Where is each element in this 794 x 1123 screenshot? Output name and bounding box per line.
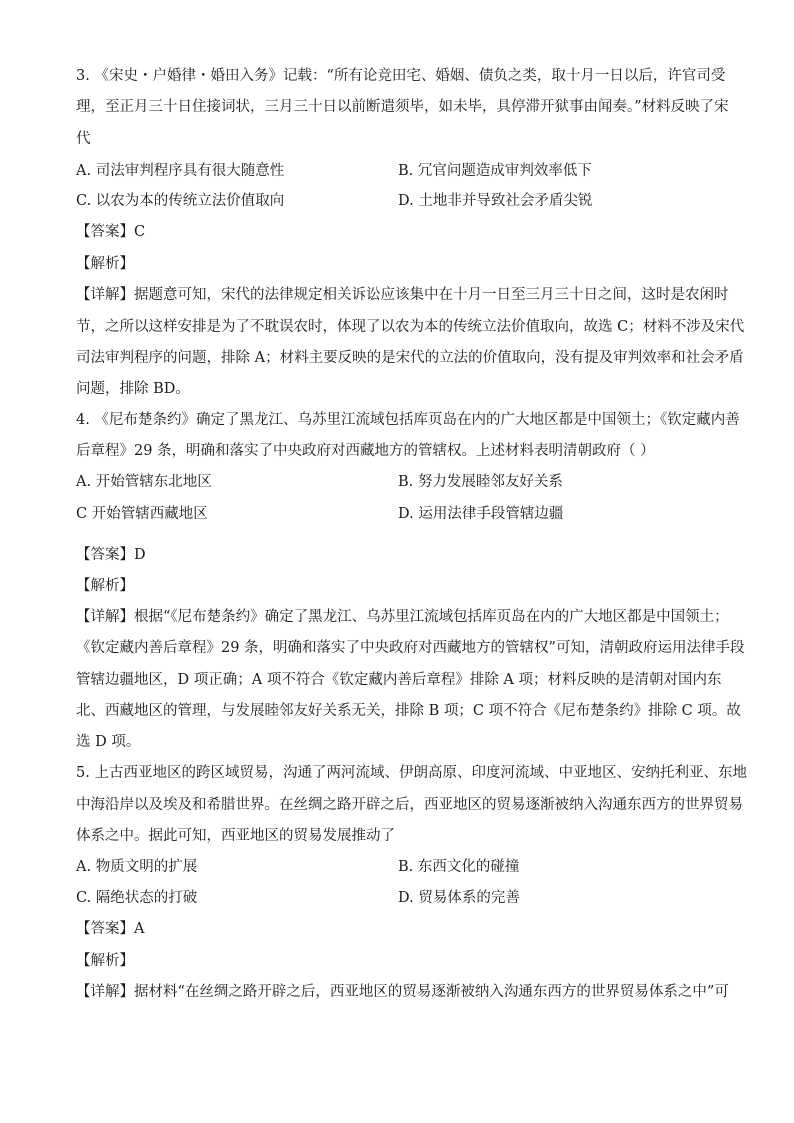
question-4-detail-line-5: 选 D 项。 [76,734,141,750]
question-5-stem-line-2: 中海沿岸以及埃及和希腊世界。在丝绸之路开辟之后，西亚地区的贸易逐渐被纳入沟通东西方的世界贸易 [76,797,743,813]
question-4-detail-line-4: 北、西藏地区的管理，与发展睦邻友好关系无关，排除 B 项；C 项不符合《尼布楚条约》排除 C 项。故 [76,703,741,719]
question-3-analysis-label: 【解析】 [76,256,134,272]
question-4-stem-line-1: 4. 《尼布楚条约》确定了黑龙江、乌苏里江流域包括库页岛在内的广大地区都是中国领土；《钦定藏内善 [76,412,740,428]
question-3-stem-line-2: 理，至正月三十日住接词状，三月三十日以前断遣须毕，如未毕，具停滞开狱事由闻奏。”材料反映了宋 [76,99,729,115]
question-3-stem-line-3: 代 [76,131,91,147]
question-4-option-c: C 开始管辖西藏地区 [76,506,208,522]
question-4-detail-line-2: 《钦定藏内善后章程》29 条，明确和落实了中央政府对西藏地方的管辖权”可知，清朝政府运用法律手段 [76,640,745,656]
question-3-answer: 【答案】C [76,224,146,240]
question-3-detail-line-1: 【详解】据题意可知，宋代的法律规定相关诉讼应该集中在十月一日至三月三十日之间，这时是农闲时 [76,287,729,303]
question-3-option-d: D. 土地非并导致社会矛盾尖锐 [398,193,593,209]
question-5-option-d: D. 贸易体系的完善 [398,890,520,906]
question-3-option-c: C. 以农为本的传统立法价值取向 [76,193,285,209]
question-3-detail-line-2: 节，之所以这样安排是为了不耽误农时，体现了以农为本的传统立法价值取向，故选 C；材料不涉及宋代 [76,319,745,335]
question-5-option-c: C. 隔绝状态的打破 [76,890,198,906]
question-4-detail-line-1: 【详解】根据“《尼布楚条约》确定了黑龙江、乌苏里江流域包括库页岛在内的广大地区都是中国领土； [76,609,729,625]
question-5-stem-line-3: 体系之中。据此可知，西亚地区的贸易发展推动了 [76,828,395,844]
question-4-detail-line-3: 管辖边疆地区，D 项正确；A 项不符合《钦定藏内善后章程》排除 A 项；材料反映的是清朝对国内东 [76,672,722,688]
question-4-option-d: D. 运用法律手段管辖边疆 [398,506,564,522]
question-3-option-b: B. 冗官问题造成审判效率低下 [398,163,592,179]
question-4-analysis-label: 【解析】 [76,578,134,594]
question-4-answer: 【答案】D [76,547,146,563]
question-4-option-a: A. 开始管辖东北地区 [76,474,212,490]
question-5-analysis-label: 【解析】 [76,953,134,969]
question-5-answer: 【答案】A [76,921,145,937]
question-4-stem-line-2: 后章程》29 条，明确和落实了中央政府对西藏地方的管辖权。上述材料表明清朝政府（ ） [76,443,655,459]
question-3-detail-line-4: 问题，排除 BD。 [76,381,190,397]
question-3-stem-line-1: 3. 《宋史・户婚律・婚田入务》记载：“所有论竞田宅、婚姻、债负之类，取十月一日以后，许官司受 [76,68,726,84]
question-5-option-a: A. 物质文明的扩展 [76,859,198,875]
question-5-stem-line-1: 5. 上古西亚地区的跨区域贸易，沟通了两河流域、伊朗高原、印度河流域、中亚地区、安纳托利亚、东地 [76,765,747,781]
question-3-detail-line-3: 司法审判程序的问题，排除 A；材料主要反映的是宋代的立法的价值取向，没有提及审判效率和社会矛盾 [76,350,744,366]
question-5-option-b: B. 东西文化的碰撞 [398,859,520,875]
question-3-option-a: A. 司法审判程序具有很大随意性 [76,163,285,179]
question-4-option-b: B. 努力发展睦邻友好关系 [398,474,563,490]
question-5-detail-line-1: 【详解】据材料“在丝绸之路开辟之后，西亚地区的贸易逐渐被纳入沟通东西方的世界贸易体系之中”可 [76,984,729,1000]
